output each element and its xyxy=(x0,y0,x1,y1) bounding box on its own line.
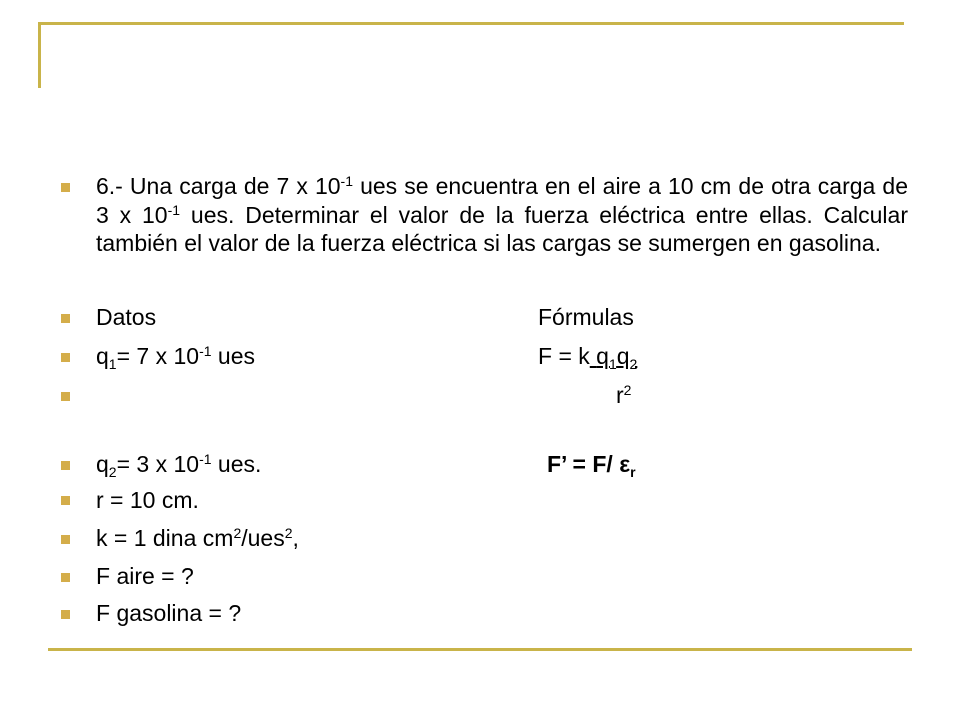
problem-text-1: 6.- Una carga de 7 x 10 xyxy=(96,173,341,199)
bullet-icon xyxy=(61,496,70,505)
q1-var: q xyxy=(96,343,109,369)
k-line xyxy=(96,524,299,552)
problem-exp-2: -1 xyxy=(167,201,181,218)
q1-exp: -1 xyxy=(199,343,212,359)
q2-line xyxy=(96,450,261,478)
formula-den: r xyxy=(616,382,624,408)
q2-unit: ues. xyxy=(211,451,262,477)
frame-left-line xyxy=(38,22,41,88)
q2-value: = 3 x 10 xyxy=(116,451,200,477)
f-gasolina-line: F gasolina = ? xyxy=(96,600,242,626)
formula-sub-b: 2 xyxy=(629,356,638,372)
frame-top-line xyxy=(38,22,904,25)
formula-den-exp: 2 xyxy=(623,382,632,398)
bullet-icon xyxy=(61,535,70,544)
q1-value: = 7 x 10 xyxy=(116,343,200,369)
k-exp-a: 2 xyxy=(233,525,242,541)
problem-statement xyxy=(96,172,908,258)
formula-q-b: q xyxy=(616,343,630,369)
q1-sub: 1 xyxy=(108,356,117,372)
bullet-icon xyxy=(61,392,70,401)
datos-header: Datos xyxy=(96,304,157,330)
dielectric-formula-sub: r xyxy=(630,464,636,480)
problem-text-3: ues. Determinar el valor de la fuerza eléctrica entre ellas. Calcular también el valor de la fuerza eléctrica si las cargas se sumergen en gasolina. xyxy=(96,201,908,257)
formula-q-a: q xyxy=(596,343,609,369)
problem-text-2: ues se encuentra en el aire a 10 cm de otra carga de 3 x 10 xyxy=(96,173,908,228)
k-text-c: , xyxy=(292,525,299,551)
dielectric-formula-text: F’ = F/ ε xyxy=(547,451,631,477)
bullet-icon xyxy=(61,183,70,192)
k-text-b: /ues xyxy=(241,525,285,551)
q2-var: q xyxy=(96,451,109,477)
coulomb-formula-denominator xyxy=(616,381,631,409)
dielectric-formula xyxy=(547,450,636,478)
q1-unit: ues xyxy=(211,343,256,369)
frame-bottom-line xyxy=(48,648,912,651)
bullet-icon xyxy=(61,353,70,362)
formulas-header: Fórmulas xyxy=(538,304,634,330)
coulomb-formula-numerator xyxy=(538,342,637,370)
q1-line xyxy=(96,342,255,370)
formula-sub-a: 1 xyxy=(608,356,617,372)
bullet-icon xyxy=(61,314,70,323)
r-line: r = 10 cm. xyxy=(96,487,199,513)
bullet-icon xyxy=(61,461,70,470)
bullet-icon xyxy=(61,573,70,582)
k-text-a: k = 1 dina cm xyxy=(96,525,234,551)
f-aire-line: F aire = ? xyxy=(96,563,194,589)
formula-lhs: F = k xyxy=(538,343,590,369)
q2-exp: -1 xyxy=(199,451,212,467)
k-exp-b: 2 xyxy=(284,525,293,541)
q2-sub: 2 xyxy=(108,464,117,480)
problem-exp-1: -1 xyxy=(340,173,353,189)
bullet-icon xyxy=(61,610,70,619)
